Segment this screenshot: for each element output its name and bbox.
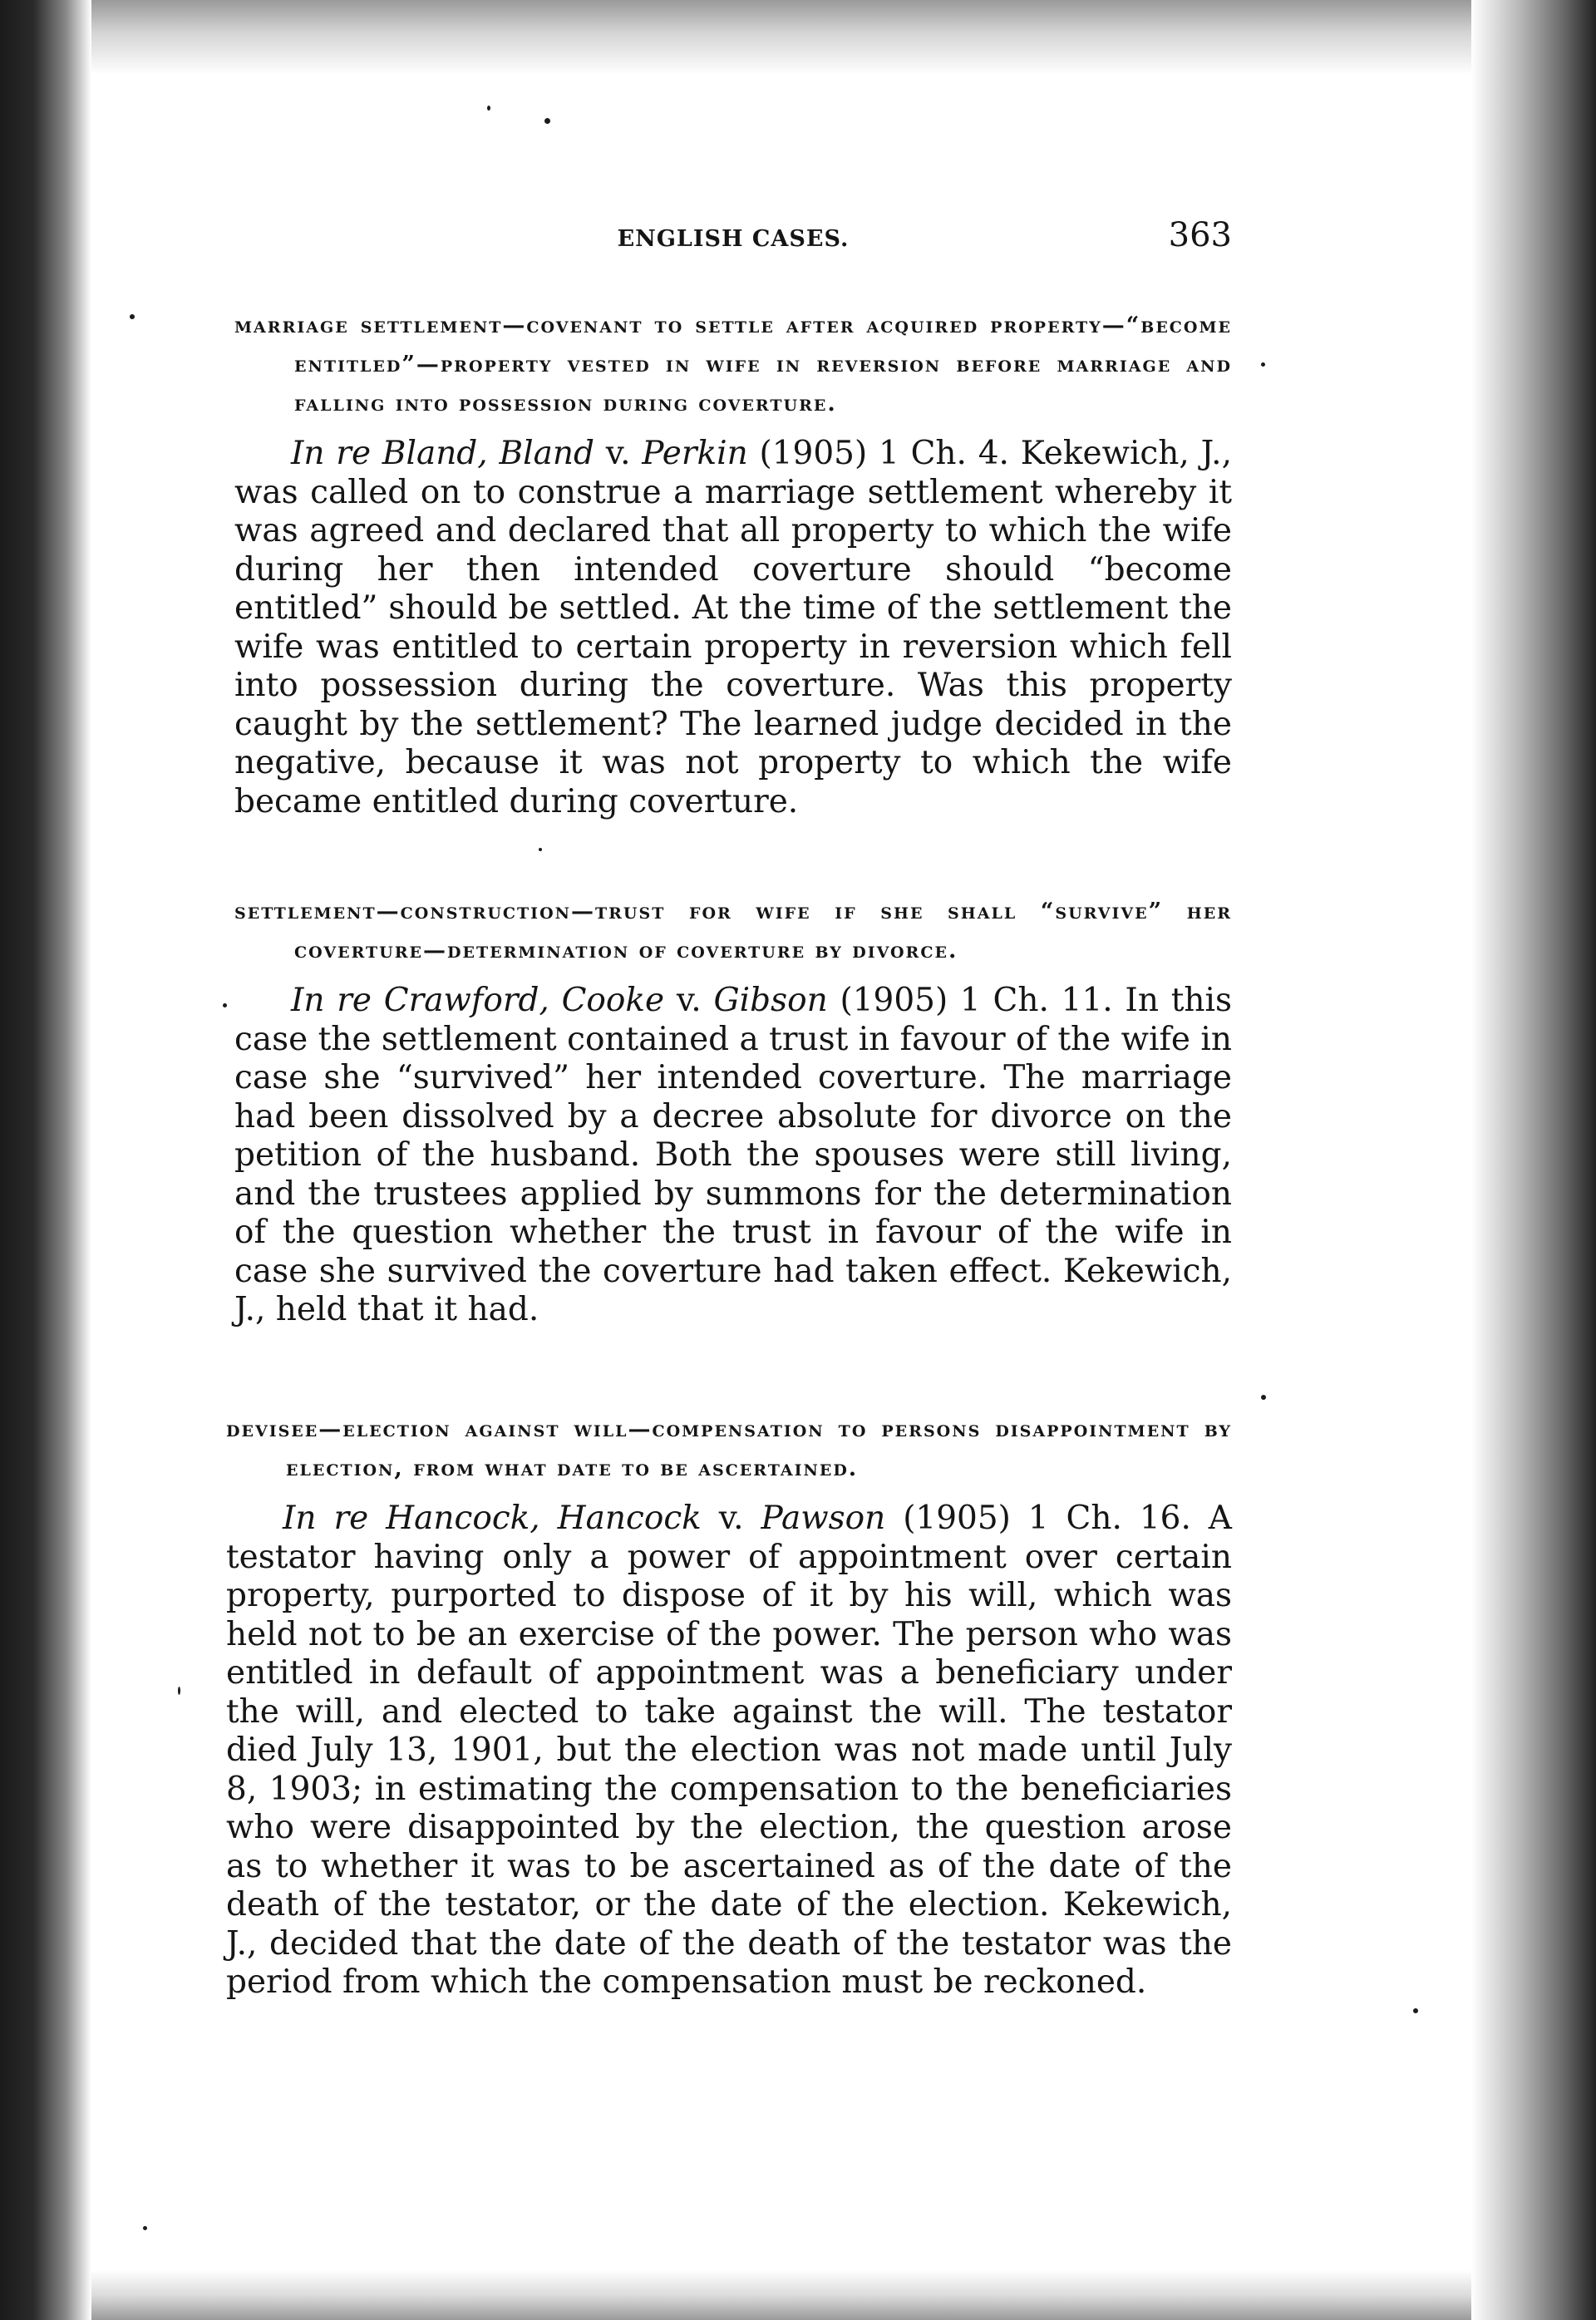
scan-speck xyxy=(1413,2008,1418,2013)
case-text: (1905) 1 Ch. 4. Kekewich, J., was called on to construe a marriage settlement whereby it was agreed and declared that all property to which the wife during her then intended coverture should “become entitled” should be settled. At the time of the settlement the wife was entitled to certain property in reversion which fell into possession during the coverture. Was this property caught by the settlement? The learned judge decided in the negative, because it was not property to which the wife became entitled during coverture. xyxy=(234,435,1232,820)
case-party: Gibson xyxy=(713,982,828,1019)
case-section-hancock xyxy=(226,1410,1232,2035)
section-heading: marriage settlement—covenant to settle after acquired property—“become entitled”—property vested in wife in reversion before marriage and falling into possession during coverture. xyxy=(234,313,1232,416)
scan-speck xyxy=(130,314,135,319)
section-heading: devisee—election against will—compensation to persons disappointment by election, from what date to be ascertained. xyxy=(226,1416,1232,1481)
scan-speck xyxy=(223,1003,227,1007)
versus: v. xyxy=(605,435,631,472)
scan-speck xyxy=(143,2226,147,2230)
versus: v. xyxy=(676,982,702,1019)
case-section-bland xyxy=(234,306,1232,854)
case-paragraph xyxy=(234,435,1232,821)
running-title: ENGLISH CASES. xyxy=(617,226,850,252)
case-name: In re Crawford, Cooke xyxy=(291,982,665,1019)
scan-edge-left xyxy=(0,0,91,2320)
case-text: (1905) 1 Ch. 16. A testator having only a power of appointment over certain property, purported to dispose of it by his will, which was held not to be an exercise of the power. The person who was entitled in default of appointment was a beneficiary under the will, and elected to take against the will. The testator died July 13, 1901, but the election was not made until July 8, 1903; in estimating the compensation to the beneficiaries who were disappointed by the election, the question arose as to whether it was to be ascertained as of the date of the death of the testator, or the date of the election. Kekewich, J., decided that the date of the death of the testator was the period from which the compensation must be reckoned. xyxy=(226,1500,1232,2001)
case-section-crawford xyxy=(234,892,1232,1362)
document-page xyxy=(226,214,1232,2001)
case-paragraph xyxy=(226,1500,1232,2002)
scan-speck xyxy=(1261,1395,1266,1400)
scan-speck xyxy=(1261,362,1265,367)
case-text: (1905) 1 Ch. 11. In this case the settlement contained a trust in favour of the wife in case she “survived” her intended coverture. The marriage had been dissolved by a decree absolute for divorce on the petition of the husband. Both the spouses were still living, and the trustees applied by summons for the determination of the question whether the trust in favour of the wife in case she survived the coverture had taken effect. Kekewich, J., held that it had. xyxy=(234,982,1232,1328)
case-paragraph xyxy=(234,982,1232,1330)
case-name: In re Hancock, Hancock xyxy=(283,1500,702,1537)
versus: v. xyxy=(718,1500,744,1537)
page-number: 363 xyxy=(1168,216,1232,254)
scan-speck xyxy=(178,1687,180,1695)
scan-speck xyxy=(487,106,490,111)
section-heading: settlement—construction—trust for wife if she shall “survive” her coverture—determination of coverture by divorce. xyxy=(234,899,1232,963)
scan-edge-bottom xyxy=(0,2270,1596,2320)
scan-speck xyxy=(544,118,550,124)
case-party: Perkin xyxy=(642,435,748,472)
scan-edge-top xyxy=(0,0,1596,75)
case-name: In re Bland, Bland xyxy=(291,435,594,472)
scan-edge-right xyxy=(1471,0,1596,2320)
case-party: Pawson xyxy=(761,1500,886,1537)
running-head xyxy=(234,214,1232,264)
